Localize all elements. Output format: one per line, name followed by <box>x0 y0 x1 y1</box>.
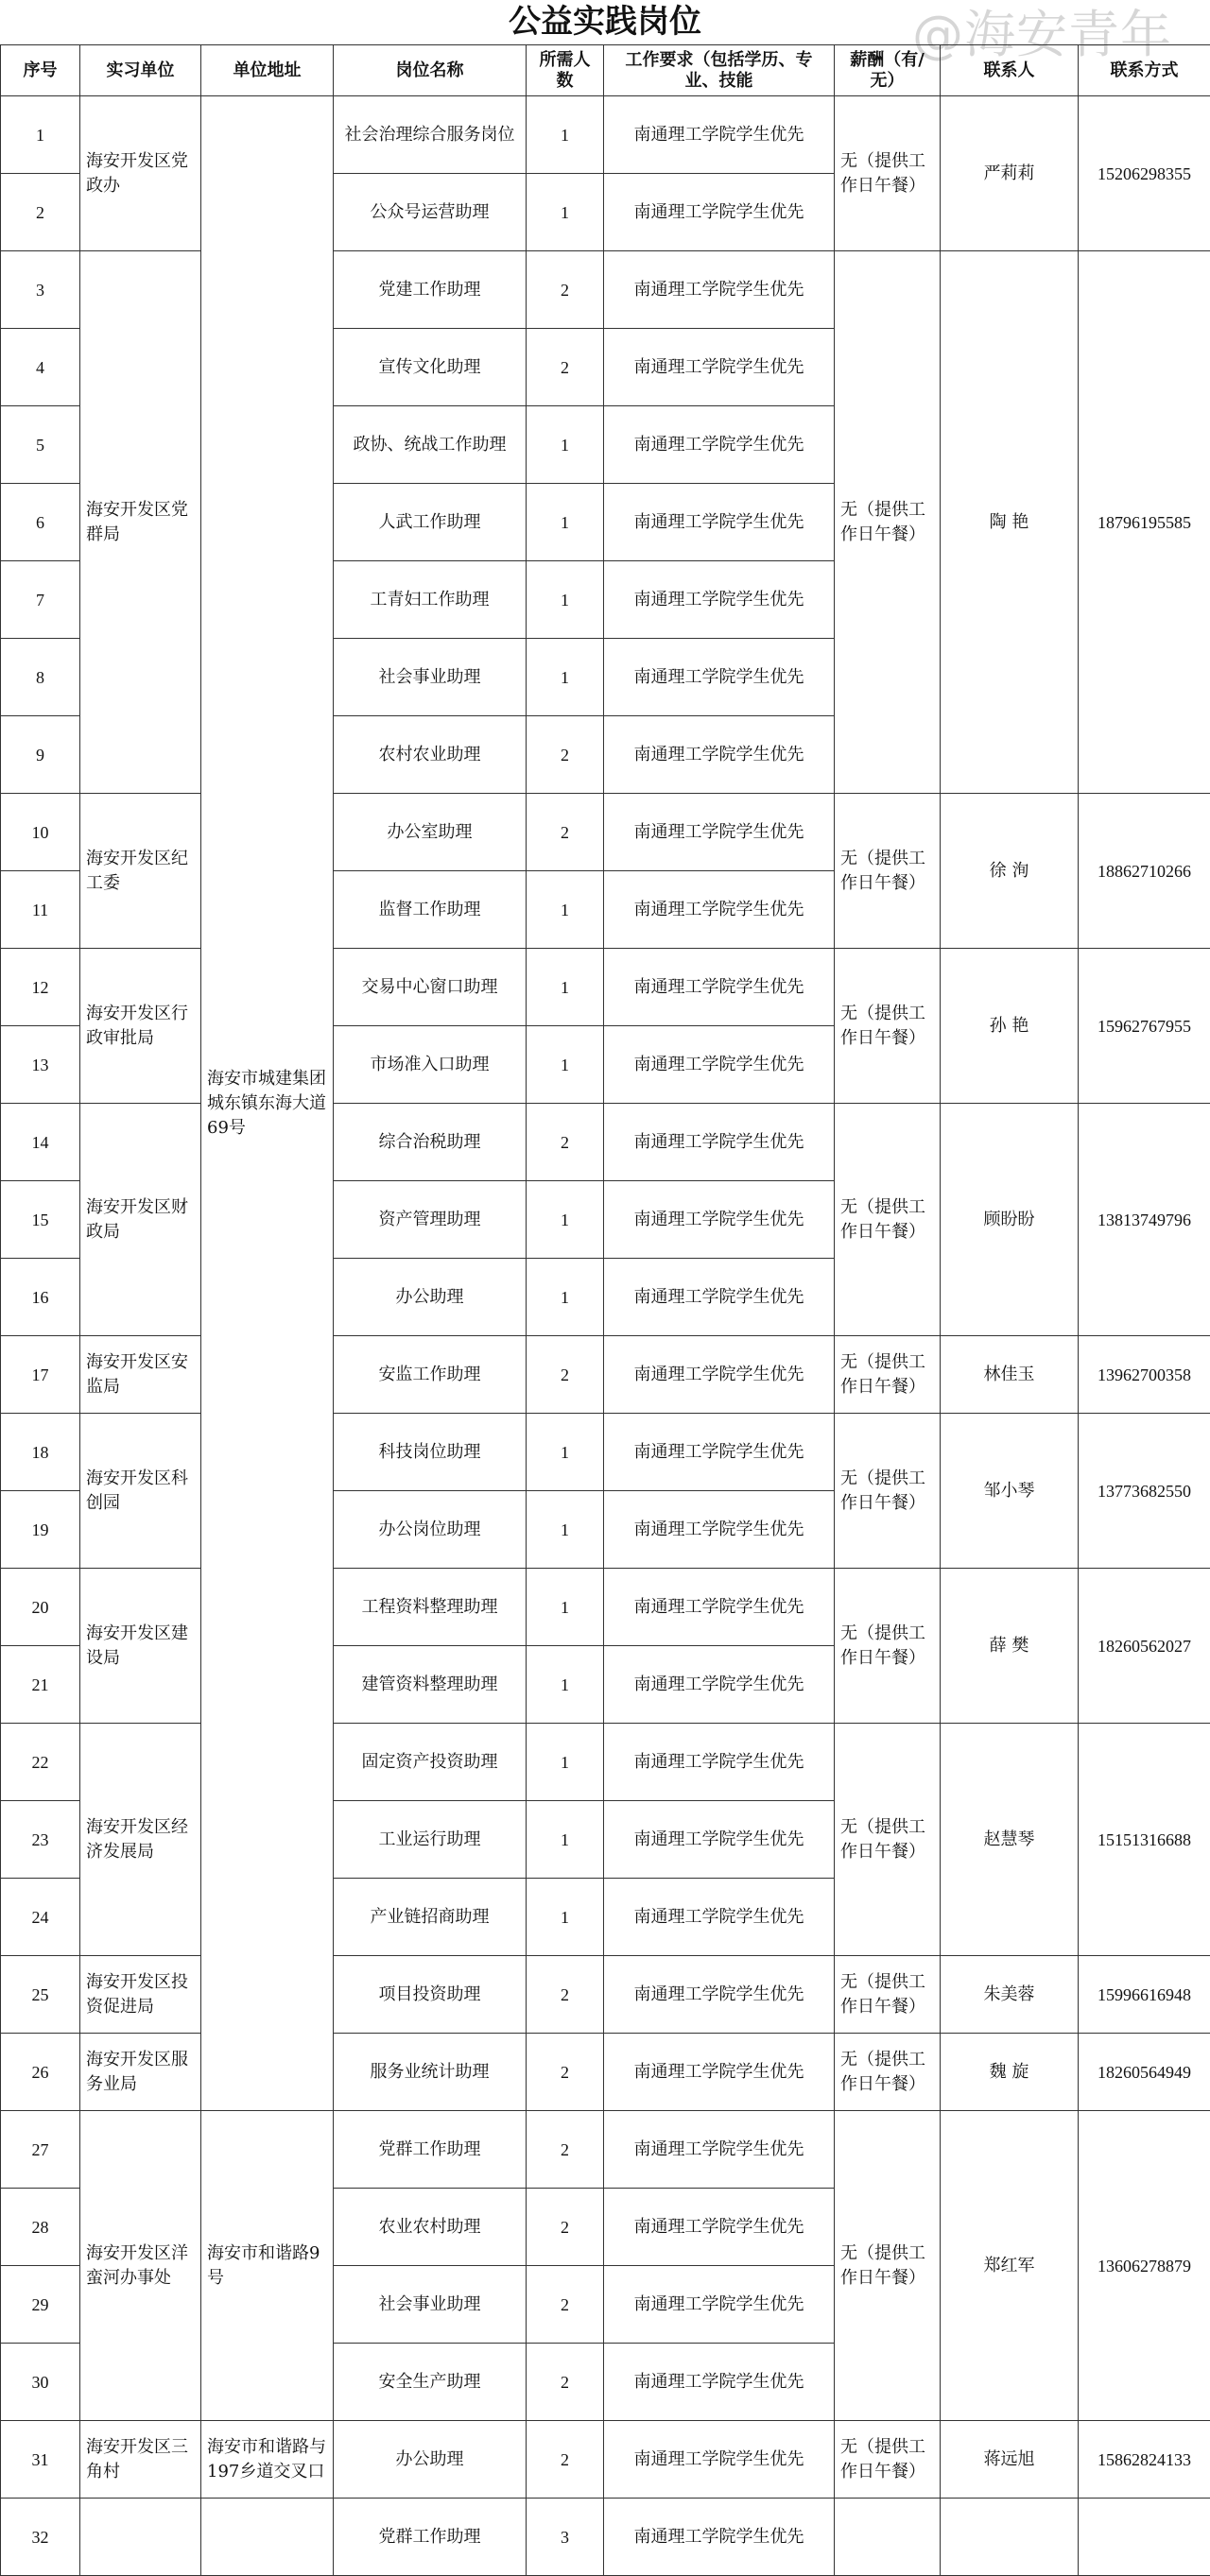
cell-count: 2 <box>527 1104 604 1181</box>
cell-count: 2 <box>527 2189 604 2266</box>
cell-count: 1 <box>527 1491 604 1569</box>
header-position: 岗位名称 <box>334 45 527 96</box>
header-address: 单位地址 <box>201 45 334 96</box>
cell-requirements: 南通理工学院学生优先 <box>604 1956 835 2034</box>
header-requirements: 工作要求（包括学历、专业、技能 <box>604 45 835 96</box>
cell-position: 交易中心窗口助理 <box>334 949 527 1026</box>
cell-count: 1 <box>527 406 604 484</box>
cell-requirements: 南通理工学院学生优先 <box>604 716 835 794</box>
cell-count: 1 <box>527 484 604 561</box>
cell-seq: 19 <box>1 1491 80 1569</box>
cell-address: 海安市和谐路与197乡道交叉口 <box>201 2421 334 2499</box>
cell-requirements: 南通理工学院学生优先 <box>604 1414 835 1491</box>
cell-requirements: 南通理工学院学生优先 <box>604 1491 835 1569</box>
cell-requirements: 南通理工学院学生优先 <box>604 1569 835 1646</box>
cell-seq: 5 <box>1 406 80 484</box>
cell-seq: 14 <box>1 1104 80 1181</box>
cell-position: 宣传文化助理 <box>334 329 527 406</box>
header-contact: 联系人 <box>941 45 1079 96</box>
cell-pay: 无（提供工作日午餐） <box>835 949 941 1104</box>
cell-position: 科技岗位助理 <box>334 1414 527 1491</box>
cell-requirements: 南通理工学院学生优先 <box>604 174 835 251</box>
cell-seq: 7 <box>1 561 80 639</box>
cell-phone: 15151316688 <box>1079 1724 1210 1956</box>
cell-position: 综合治税助理 <box>334 1104 527 1181</box>
cell-pay: 无（提供工作日午餐） <box>835 96 941 251</box>
cell-seq: 3 <box>1 251 80 329</box>
cell-address: 海安市和谐路9号 <box>201 2111 334 2421</box>
cell-position: 资产管理助理 <box>334 1181 527 1259</box>
cell-unit: 海安开发区建设局 <box>80 1569 201 1724</box>
header-unit: 实习单位 <box>80 45 201 96</box>
cell-pay: 无（提供工作日午餐） <box>835 1569 941 1724</box>
table-row <box>1 2111 1210 2189</box>
cell-unit: 海安开发区服务业局 <box>80 2034 201 2111</box>
cell-unit: 海安开发区投资促进局 <box>80 1956 201 2034</box>
cell-seq: 25 <box>1 1956 80 2034</box>
cell-contact: 陶 艳 <box>941 251 1079 794</box>
table-row <box>1 1956 1210 2034</box>
cell-seq: 24 <box>1 1879 80 1956</box>
cell-pay: 无（提供工作日午餐） <box>835 1414 941 1569</box>
cell-position: 安监工作助理 <box>334 1336 527 1414</box>
cell-position: 办公室助理 <box>334 794 527 871</box>
table-row <box>1 2499 1210 2576</box>
table-row <box>1 251 1210 329</box>
cell-position: 办公助理 <box>334 1259 527 1336</box>
cell-count: 3 <box>527 2499 604 2576</box>
cell-position: 固定资产投资助理 <box>334 1724 527 1801</box>
cell-requirements: 南通理工学院学生优先 <box>604 2266 835 2344</box>
cell-seq: 9 <box>1 716 80 794</box>
cell-phone <box>1079 2499 1210 2576</box>
cell-seq: 18 <box>1 1414 80 1491</box>
cell-count: 2 <box>527 1956 604 2034</box>
cell-pay: 无（提供工作日午餐） <box>835 1956 941 2034</box>
cell-count: 1 <box>527 639 604 716</box>
cell-seq: 1 <box>1 96 80 174</box>
cell-requirements: 南通理工学院学生优先 <box>604 639 835 716</box>
cell-phone: 13962700358 <box>1079 1336 1210 1414</box>
cell-requirements: 南通理工学院学生优先 <box>604 2189 835 2266</box>
cell-count: 1 <box>527 561 604 639</box>
cell-requirements: 南通理工学院学生优先 <box>604 2344 835 2421</box>
cell-requirements: 南通理工学院学生优先 <box>604 794 835 871</box>
cell-seq: 23 <box>1 1801 80 1879</box>
cell-contact: 朱美蓉 <box>941 1956 1079 2034</box>
cell-requirements: 南通理工学院学生优先 <box>604 1801 835 1879</box>
cell-position: 工业运行助理 <box>334 1801 527 1879</box>
cell-count: 1 <box>527 1259 604 1336</box>
cell-unit: 海安开发区三角村 <box>80 2421 201 2499</box>
cell-phone: 18260562027 <box>1079 1569 1210 1724</box>
table-row <box>1 2034 1210 2111</box>
cell-phone: 18862710266 <box>1079 794 1210 949</box>
cell-phone: 15996616948 <box>1079 1956 1210 2034</box>
page-title: 公益实践岗位 <box>0 0 1210 44</box>
cell-unit: 海安开发区党政办 <box>80 96 201 251</box>
cell-count: 1 <box>527 1414 604 1491</box>
cell-requirements: 南通理工学院学生优先 <box>604 329 835 406</box>
cell-position: 工程资料整理助理 <box>334 1569 527 1646</box>
cell-position: 办公岗位助理 <box>334 1491 527 1569</box>
cell-count: 2 <box>527 794 604 871</box>
cell-position: 公众号运营助理 <box>334 174 527 251</box>
cell-pay: 无（提供工作日午餐） <box>835 251 941 794</box>
cell-contact: 魏 旋 <box>941 2034 1079 2111</box>
cell-requirements: 南通理工学院学生优先 <box>604 561 835 639</box>
table-header-row <box>1 45 1210 96</box>
cell-position: 农村农业助理 <box>334 716 527 794</box>
cell-contact: 孙 艳 <box>941 949 1079 1104</box>
cell-position: 农业农村助理 <box>334 2189 527 2266</box>
cell-seq: 13 <box>1 1026 80 1104</box>
cell-requirements: 南通理工学院学生优先 <box>604 2034 835 2111</box>
cell-position: 党群工作助理 <box>334 2499 527 2576</box>
cell-phone: 13813749796 <box>1079 1104 1210 1336</box>
cell-requirements: 南通理工学院学生优先 <box>604 251 835 329</box>
cell-count: 2 <box>527 2111 604 2189</box>
cell-requirements: 南通理工学院学生优先 <box>604 871 835 949</box>
cell-phone: 13606278879 <box>1079 2111 1210 2421</box>
cell-count: 2 <box>527 251 604 329</box>
cell-position: 建管资料整理助理 <box>334 1646 527 1724</box>
table-row <box>1 1336 1210 1414</box>
cell-count: 1 <box>527 1879 604 1956</box>
cell-contact: 严莉莉 <box>941 96 1079 251</box>
cell-position: 项目投资助理 <box>334 1956 527 2034</box>
cell-position: 社会治理综合服务岗位 <box>334 96 527 174</box>
cell-seq: 22 <box>1 1724 80 1801</box>
table-row <box>1 794 1210 871</box>
cell-requirements: 南通理工学院学生优先 <box>604 1026 835 1104</box>
cell-count: 1 <box>527 1801 604 1879</box>
cell-requirements: 南通理工学院学生优先 <box>604 96 835 174</box>
cell-seq: 17 <box>1 1336 80 1414</box>
cell-count: 2 <box>527 2344 604 2421</box>
watermark: @海安青年 <box>912 0 1172 67</box>
cell-contact: 蒋远旭 <box>941 2421 1079 2499</box>
cell-count: 1 <box>527 1646 604 1724</box>
cell-count: 2 <box>527 2421 604 2499</box>
cell-count: 1 <box>527 1724 604 1801</box>
header-pay: 薪酬（有/无） <box>835 45 941 96</box>
cell-unit: 海安开发区洋蛮河办事处 <box>80 2111 201 2421</box>
table-row <box>1 949 1210 1026</box>
cell-contact: 邹小琴 <box>941 1414 1079 1569</box>
cell-pay: 无（提供工作日午餐） <box>835 794 941 949</box>
positions-table <box>0 44 1210 2576</box>
cell-seq: 15 <box>1 1181 80 1259</box>
cell-requirements: 南通理工学院学生优先 <box>604 1181 835 1259</box>
cell-position: 监督工作助理 <box>334 871 527 949</box>
table-row <box>1 96 1210 174</box>
cell-count: 2 <box>527 1336 604 1414</box>
cell-count: 1 <box>527 96 604 174</box>
cell-count: 1 <box>527 1181 604 1259</box>
table-row <box>1 2421 1210 2499</box>
cell-pay: 无（提供工作日午餐） <box>835 2111 941 2421</box>
cell-contact: 郑红军 <box>941 2111 1079 2421</box>
cell-requirements: 南通理工学院学生优先 <box>604 1336 835 1414</box>
cell-pay: 无（提供工作日午餐） <box>835 2034 941 2111</box>
cell-position: 党建工作助理 <box>334 251 527 329</box>
cell-unit <box>80 2499 201 2576</box>
cell-pay: 无（提供工作日午餐） <box>835 1104 941 1336</box>
cell-address: 海安市城建集团城东镇东海大道69号 <box>201 96 334 2111</box>
cell-requirements: 南通理工学院学生优先 <box>604 406 835 484</box>
header-seq: 序号 <box>1 45 80 96</box>
cell-count: 1 <box>527 1026 604 1104</box>
cell-seq: 29 <box>1 2266 80 2344</box>
cell-position: 服务业统计助理 <box>334 2034 527 2111</box>
cell-seq: 27 <box>1 2111 80 2189</box>
cell-requirements: 南通理工学院学生优先 <box>604 1259 835 1336</box>
cell-seq: 10 <box>1 794 80 871</box>
cell-position: 产业链招商助理 <box>334 1879 527 1956</box>
cell-unit: 海安开发区行政审批局 <box>80 949 201 1104</box>
cell-pay: 无（提供工作日午餐） <box>835 1724 941 1956</box>
cell-unit: 海安开发区科创园 <box>80 1414 201 1569</box>
cell-count: 1 <box>527 871 604 949</box>
cell-requirements: 南通理工学院学生优先 <box>604 1646 835 1724</box>
cell-address <box>201 2499 334 2576</box>
cell-seq: 12 <box>1 949 80 1026</box>
cell-position: 社会事业助理 <box>334 2266 527 2344</box>
cell-phone: 15862824133 <box>1079 2421 1210 2499</box>
cell-requirements: 南通理工学院学生优先 <box>604 484 835 561</box>
cell-pay <box>835 2499 941 2576</box>
cell-requirements: 南通理工学院学生优先 <box>604 949 835 1026</box>
header-phone: 联系方式 <box>1079 45 1210 96</box>
cell-seq: 4 <box>1 329 80 406</box>
cell-seq: 28 <box>1 2189 80 2266</box>
table-row <box>1 1724 1210 1801</box>
cell-position: 社会事业助理 <box>334 639 527 716</box>
cell-pay: 无（提供工作日午餐） <box>835 1336 941 1414</box>
cell-contact: 徐 洵 <box>941 794 1079 949</box>
cell-seq: 26 <box>1 2034 80 2111</box>
cell-count: 2 <box>527 2034 604 2111</box>
table-row <box>1 1569 1210 1646</box>
cell-position: 党群工作助理 <box>334 2111 527 2189</box>
cell-requirements: 南通理工学院学生优先 <box>604 1724 835 1801</box>
cell-contact <box>941 2499 1079 2576</box>
cell-pay: 无（提供工作日午餐） <box>835 2421 941 2499</box>
cell-contact: 林佳玉 <box>941 1336 1079 1414</box>
cell-seq: 6 <box>1 484 80 561</box>
cell-phone: 15206298355 <box>1079 96 1210 251</box>
cell-unit: 海安开发区安监局 <box>80 1336 201 1414</box>
cell-phone: 15962767955 <box>1079 949 1210 1104</box>
cell-position: 工青妇工作助理 <box>334 561 527 639</box>
cell-requirements: 南通理工学院学生优先 <box>604 1879 835 1956</box>
cell-seq: 8 <box>1 639 80 716</box>
cell-unit: 海安开发区党群局 <box>80 251 201 794</box>
cell-unit: 海安开发区财政局 <box>80 1104 201 1336</box>
cell-seq: 16 <box>1 1259 80 1336</box>
cell-count: 2 <box>527 2266 604 2344</box>
cell-unit: 海安开发区经济发展局 <box>80 1724 201 1956</box>
cell-contact: 赵慧琴 <box>941 1724 1079 1956</box>
cell-requirements: 南通理工学院学生优先 <box>604 2499 835 2576</box>
cell-phone: 18796195585 <box>1079 251 1210 794</box>
cell-count: 2 <box>527 329 604 406</box>
cell-seq: 30 <box>1 2344 80 2421</box>
cell-phone: 13773682550 <box>1079 1414 1210 1569</box>
cell-requirements: 南通理工学院学生优先 <box>604 2421 835 2499</box>
cell-seq: 20 <box>1 1569 80 1646</box>
table-row <box>1 1414 1210 1491</box>
cell-unit: 海安开发区纪工委 <box>80 794 201 949</box>
cell-position: 安全生产助理 <box>334 2344 527 2421</box>
table-row <box>1 1104 1210 1181</box>
cell-count: 1 <box>527 1569 604 1646</box>
cell-contact: 薛 樊 <box>941 1569 1079 1724</box>
header-count: 所需人数 <box>527 45 604 96</box>
cell-position: 人武工作助理 <box>334 484 527 561</box>
cell-count: 1 <box>527 174 604 251</box>
cell-seq: 2 <box>1 174 80 251</box>
cell-seq: 11 <box>1 871 80 949</box>
cell-position: 办公助理 <box>334 2421 527 2499</box>
cell-phone: 18260564949 <box>1079 2034 1210 2111</box>
cell-position: 市场准入口助理 <box>334 1026 527 1104</box>
cell-requirements: 南通理工学院学生优先 <box>604 2111 835 2189</box>
cell-position: 政协、统战工作助理 <box>334 406 527 484</box>
cell-seq: 32 <box>1 2499 80 2576</box>
cell-requirements: 南通理工学院学生优先 <box>604 1104 835 1181</box>
cell-contact: 顾盼盼 <box>941 1104 1079 1336</box>
cell-count: 2 <box>527 716 604 794</box>
cell-seq: 21 <box>1 1646 80 1724</box>
cell-seq: 31 <box>1 2421 80 2499</box>
cell-count: 1 <box>527 949 604 1026</box>
